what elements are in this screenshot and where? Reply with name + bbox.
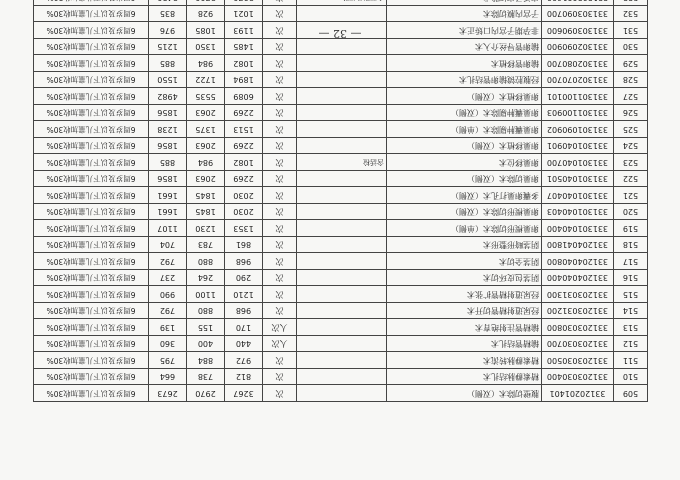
row-number-cell: 532 xyxy=(614,6,648,23)
item-note-cell xyxy=(297,138,387,155)
remark-cell: 6周岁及以下儿童加收30% xyxy=(34,121,149,138)
price-level-1-cell: 170 xyxy=(225,319,263,336)
table-row xyxy=(34,303,648,320)
price-level-1-cell: 2269 xyxy=(225,171,263,188)
item-name-cell xyxy=(387,0,542,6)
remark-cell: 6周岁及以下儿童加收30% xyxy=(34,270,149,287)
price-level-3-cell: 792 xyxy=(149,253,187,270)
remark-cell: 6周岁及以下儿童加收30% xyxy=(34,105,149,122)
unit-cell: 次 xyxy=(263,286,297,303)
price-level-1-cell: 2269 xyxy=(225,105,263,122)
unit-cell: 次 xyxy=(263,138,297,155)
remark-cell: 6周岁及以下儿童加收30% xyxy=(34,369,149,386)
table-row xyxy=(34,220,648,237)
item-code-cell: 331303090700 xyxy=(542,6,614,23)
row-number-cell: 522 xyxy=(614,171,648,188)
remark-cell: 6周岁及以下儿童加收30% xyxy=(34,55,149,72)
item-name-cell: 输卵管导丝介入术 xyxy=(387,39,542,56)
item-code-cell: 331204040400 xyxy=(542,270,614,287)
item-name-cell: 卵巢移位术 xyxy=(387,154,542,171)
item-note-cell xyxy=(297,369,387,386)
unit-cell: 次 xyxy=(263,6,297,23)
price-level-1-cell: 1021 xyxy=(225,6,263,23)
remark-cell: 6周岁及以下儿童加收30% xyxy=(34,6,149,23)
price-level-3-cell: 4982 xyxy=(149,88,187,105)
unit-cell: 次 xyxy=(263,220,297,237)
row-number-cell: 509 xyxy=(614,385,648,402)
row-number-cell: 519 xyxy=(614,220,648,237)
table-row xyxy=(34,369,648,386)
price-level-2-cell: 400 xyxy=(187,336,225,353)
item-code-cell: 331302070700 xyxy=(542,72,614,89)
price-level-3-cell: 1550 xyxy=(149,72,187,89)
price-level-2-cell: 884 xyxy=(187,352,225,369)
item-note-cell xyxy=(297,105,387,122)
item-code-cell: 331203030800 xyxy=(542,319,614,336)
unit-cell: 次 xyxy=(263,88,297,105)
item-code-cell: 331301100903 xyxy=(542,105,614,122)
table-row xyxy=(34,270,648,287)
remark-cell: 6周岁及以下儿童加收30% xyxy=(34,187,149,204)
price-level-1-cell: 1210 xyxy=(225,286,263,303)
price-level-3-cell: 1215 xyxy=(149,39,187,56)
price-level-3-cell: 976 xyxy=(149,22,187,39)
unit-cell xyxy=(263,0,297,6)
row-number-cell: 517 xyxy=(614,253,648,270)
price-level-2-cell: 928 xyxy=(187,6,225,23)
table-row xyxy=(34,286,648,303)
price-level-2-cell: 738 xyxy=(187,369,225,386)
item-code-cell: 331203030500 xyxy=(542,352,614,369)
table-row xyxy=(34,72,648,89)
item-code-cell: 331302080700 xyxy=(542,55,614,72)
remark-cell: 6周岁及以下儿童加收30% xyxy=(34,171,149,188)
price-level-3-cell: 835 xyxy=(149,6,187,23)
unit-cell: 次 xyxy=(263,121,297,138)
table-body xyxy=(34,0,648,402)
item-name-cell: 卵巢囊肿剔除术（双侧） xyxy=(387,105,542,122)
price-level-3-cell: 664 xyxy=(149,369,187,386)
unit-cell: 次 xyxy=(263,105,297,122)
unit-cell: 次 xyxy=(263,369,297,386)
remark-cell: 6周岁及以下儿童加收30% xyxy=(34,319,149,336)
remark-cell: 6周岁及以下儿童加收30% xyxy=(34,352,149,369)
item-note-cell xyxy=(297,72,387,89)
price-level-3-cell: 885 xyxy=(149,154,187,171)
unit-cell: 次 xyxy=(263,253,297,270)
item-name-cell: 非孕期子宫内口矫正术 xyxy=(387,22,542,39)
table-row xyxy=(34,154,648,171)
item-code-cell: 331301040400 xyxy=(542,220,614,237)
price-level-2-cell: 1100 xyxy=(187,286,225,303)
row-number-cell: 515 xyxy=(614,286,648,303)
row-number-cell: 526 xyxy=(614,105,648,122)
remark-cell: 6周岁及以下儿童加收30% xyxy=(34,237,149,254)
row-number-cell: 512 xyxy=(614,336,648,353)
table-row xyxy=(34,385,648,402)
row-number-cell: 531 xyxy=(614,22,648,39)
item-code-cell xyxy=(542,0,614,6)
unit-cell: 次 xyxy=(263,303,297,320)
table-row xyxy=(34,88,648,105)
remark-cell: 6周岁及以下儿童加收30% xyxy=(34,286,149,303)
item-code-cell: 331301090902 xyxy=(542,121,614,138)
price-level-3-cell: 1661 xyxy=(149,204,187,221)
item-name-cell: 经腹腔镜输卵管结扎术 xyxy=(387,72,542,89)
item-name-cell: 精索静脉结扎术 xyxy=(387,369,542,386)
row-number-cell: 514 xyxy=(614,303,648,320)
item-code-cell: 331203030400 xyxy=(542,369,614,386)
row-number-cell: 510 xyxy=(614,369,648,386)
item-name-cell: 输精管注射绝育术 xyxy=(387,319,542,336)
price-level-1-cell: 861 xyxy=(225,237,263,254)
price-level-3-cell: 2673 xyxy=(149,385,187,402)
unit-cell: 次 xyxy=(263,270,297,287)
price-level-3-cell: 1856 xyxy=(149,171,187,188)
item-name-cell: 经尿道射精管扩张术 xyxy=(387,286,542,303)
remark-cell: 6周岁及以下儿童加收30% xyxy=(34,220,149,237)
item-code-cell: 331204041800 xyxy=(542,237,614,254)
item-note-cell xyxy=(297,303,387,320)
row-number-cell: 530 xyxy=(614,39,648,56)
item-code-cell: 331204040800 xyxy=(542,253,614,270)
price-level-2-cell: 264 xyxy=(187,270,225,287)
item-name-cell: 子宫内膜切除术 xyxy=(387,6,542,23)
item-name-cell: 输精管结扎术 xyxy=(387,336,542,353)
row-number-cell: 528 xyxy=(614,72,648,89)
price-level-3-cell: 1661 xyxy=(149,187,187,204)
item-name-cell: 输卵管移植术 xyxy=(387,55,542,72)
item-note-cell xyxy=(297,204,387,221)
price-level-1-cell: 1485 xyxy=(225,39,263,56)
remark-cell: 6周岁及以下儿童加收30% xyxy=(34,88,149,105)
item-code-cell: 331302090900 xyxy=(542,39,614,56)
table-row xyxy=(34,171,648,188)
price-level-2-cell xyxy=(187,0,225,6)
price-level-3-cell: 1107 xyxy=(149,220,187,237)
item-note-cell xyxy=(297,0,387,6)
item-note-cell xyxy=(297,319,387,336)
table-row xyxy=(34,0,648,6)
unit-cell: 次 xyxy=(263,39,297,56)
unit-cell: 次 xyxy=(263,72,297,89)
unit-cell: 次 xyxy=(263,171,297,188)
item-code-cell: 331301040501 xyxy=(542,171,614,188)
row-number-cell: 529 xyxy=(614,55,648,72)
item-note-cell: 含活检 xyxy=(297,154,387,171)
price-level-3-cell: 1856 xyxy=(149,105,187,122)
unit-cell: 次 xyxy=(263,237,297,254)
price-level-2-cell: 2063 xyxy=(187,171,225,188)
price-level-2-cell: 2063 xyxy=(187,105,225,122)
item-code-cell: 331203031300 xyxy=(542,286,614,303)
item-name-cell: 卵巢楔形切除术（单侧） xyxy=(387,220,542,237)
price-level-2-cell: 2063 xyxy=(187,138,225,155)
unit-cell: 次 xyxy=(263,22,297,39)
item-note-cell xyxy=(297,237,387,254)
price-level-3-cell: 792 xyxy=(149,303,187,320)
item-code-cell: 331301040700 xyxy=(542,154,614,171)
item-name-cell: 卵巢移植术（双侧） xyxy=(387,138,542,155)
item-note-cell xyxy=(297,6,387,23)
price-level-3-cell: 237 xyxy=(149,270,187,287)
row-number-cell: 518 xyxy=(614,237,648,254)
item-code-cell: 331301040403 xyxy=(542,204,614,221)
unit-cell: 次 xyxy=(263,352,297,369)
price-level-1-cell: 968 xyxy=(225,253,263,270)
item-name-cell: 精索静脉转流术 xyxy=(387,352,542,369)
remark-cell: 6周岁及以下儿童加收30% xyxy=(34,154,149,171)
price-level-1-cell: 2030 xyxy=(225,204,263,221)
item-code-cell: 331203030700 xyxy=(542,336,614,353)
remark-cell: 6周岁及以下儿童加收30% xyxy=(34,336,149,353)
item-note-cell xyxy=(297,171,387,188)
page-number: — 32 — xyxy=(318,27,362,40)
item-name-cell: 阴茎全切术 xyxy=(387,253,542,270)
price-level-3-cell xyxy=(149,0,187,6)
price-level-3-cell: 885 xyxy=(149,55,187,72)
price-table-container xyxy=(34,0,648,402)
table-row xyxy=(34,55,648,72)
item-note-cell xyxy=(297,253,387,270)
item-name-cell: 卵巢切除术（双侧） xyxy=(387,171,542,188)
price-level-1-cell: 1894 xyxy=(225,72,263,89)
table-row xyxy=(34,6,648,23)
price-level-1-cell: 6089 xyxy=(225,88,263,105)
item-note-cell xyxy=(297,286,387,303)
item-note-cell xyxy=(297,385,387,402)
row-number-cell: 516 xyxy=(614,270,648,287)
price-level-2-cell: 1845 xyxy=(187,187,225,204)
price-level-1-cell: 1082 xyxy=(225,154,263,171)
table-row xyxy=(34,105,648,122)
remark-cell: 6周岁及以下儿童加收30% xyxy=(34,385,149,402)
price-level-3-cell: 795 xyxy=(149,352,187,369)
table-row xyxy=(34,319,648,336)
item-note-cell xyxy=(297,55,387,72)
table-row xyxy=(34,336,648,353)
item-note-cell xyxy=(297,121,387,138)
price-level-2-cell: 1845 xyxy=(187,204,225,221)
price-level-3-cell: 1238 xyxy=(149,121,187,138)
price-level-1-cell: 1082 xyxy=(225,55,263,72)
remark-cell: 6周岁及以下儿童加收30% xyxy=(34,253,149,270)
price-level-1-cell: 290 xyxy=(225,270,263,287)
item-code-cell: 331303090600 xyxy=(542,22,614,39)
price-level-2-cell: 1230 xyxy=(187,220,225,237)
price-level-1-cell: 440 xyxy=(225,336,263,353)
price-level-2-cell: 2970 xyxy=(187,385,225,402)
price-level-1-cell xyxy=(225,0,263,6)
table-row xyxy=(34,352,648,369)
price-level-1-cell: 968 xyxy=(225,303,263,320)
unit-cell: 次 xyxy=(263,55,297,72)
price-level-1-cell: 972 xyxy=(225,352,263,369)
price-level-2-cell: 984 xyxy=(187,55,225,72)
unit-cell: 次 xyxy=(263,385,297,402)
row-number-cell: 511 xyxy=(614,352,648,369)
price-level-1-cell: 1353 xyxy=(225,220,263,237)
item-code-cell: 331202014​01 xyxy=(542,385,614,402)
unit-cell: 人次 xyxy=(263,336,297,353)
table-row xyxy=(34,253,648,270)
price-level-2-cell: 1722 xyxy=(187,72,225,89)
price-level-3-cell: 139 xyxy=(149,319,187,336)
unit-cell: 次 xyxy=(263,187,297,204)
row-number-cell: 521 xyxy=(614,187,648,204)
row-number-cell: 527 xyxy=(614,88,648,105)
price-level-3-cell: 1856 xyxy=(149,138,187,155)
price-level-2-cell: 783 xyxy=(187,237,225,254)
row-number-cell: 524 xyxy=(614,138,648,155)
item-note-cell xyxy=(297,220,387,237)
remark-cell: 6周岁及以下儿童加收30% xyxy=(34,204,149,221)
price-level-2-cell: 880 xyxy=(187,253,225,270)
remark-cell: 6周岁及以下儿童加收30% xyxy=(34,39,149,56)
item-note-cell xyxy=(297,352,387,369)
item-name-cell: 多囊卵巢打孔术（双侧） xyxy=(387,187,542,204)
price-level-3-cell: 704 xyxy=(149,237,187,254)
price-level-3-cell: 990 xyxy=(149,286,187,303)
item-code-cell: 331203031200 xyxy=(542,303,614,320)
item-name-cell: 阴茎包皮环切术 xyxy=(387,270,542,287)
item-note-cell xyxy=(297,187,387,204)
price-level-1-cell: 812 xyxy=(225,369,263,386)
item-note-cell xyxy=(297,270,387,287)
table-row xyxy=(34,138,648,155)
price-level-2-cell: 984 xyxy=(187,154,225,171)
item-name-cell: 腹壁切除术（双侧） xyxy=(387,385,542,402)
row-number-cell: 520 xyxy=(614,204,648,221)
remark-cell: 6周岁及以下儿童加收30% xyxy=(34,72,149,89)
remark-cell: 6周岁及以下儿童加收30% xyxy=(34,303,149,320)
price-level-2-cell: 5535 xyxy=(187,88,225,105)
price-level-1-cell: 1193 xyxy=(225,22,263,39)
price-level-1-cell: 2030 xyxy=(225,187,263,204)
table-row xyxy=(34,121,648,138)
row-number-cell: 513 xyxy=(614,319,648,336)
remark-cell xyxy=(34,0,149,6)
price-level-1-cell: 3267 xyxy=(225,385,263,402)
table-row xyxy=(34,204,648,221)
remark-cell: 6周岁及以下儿童加收30% xyxy=(34,22,149,39)
row-number-cell xyxy=(614,0,648,6)
price-level-1-cell: 2269 xyxy=(225,138,263,155)
table-row xyxy=(34,187,648,204)
price-level-2-cell: 1350 xyxy=(187,39,225,56)
unit-cell: 次 xyxy=(263,154,297,171)
item-name-cell: 卵巢囊肿剔除术（单侧） xyxy=(387,121,542,138)
item-note-cell xyxy=(297,39,387,56)
row-number-cell: 523 xyxy=(614,154,648,171)
item-name-cell: 卵巢移植术（双侧） xyxy=(387,88,542,105)
item-name-cell: 阴茎畸形整形术 xyxy=(387,237,542,254)
item-note-cell xyxy=(297,88,387,105)
table-row xyxy=(34,237,648,254)
price-level-2-cell: 1375 xyxy=(187,121,225,138)
item-code-cell: 331301040407 xyxy=(542,187,614,204)
remark-cell: 6周岁及以下儿童加收30% xyxy=(34,138,149,155)
price-level-3-cell: 360 xyxy=(149,336,187,353)
unit-cell: 人次 xyxy=(263,319,297,336)
item-note-cell xyxy=(297,336,387,353)
price-level-2-cell: 880 xyxy=(187,303,225,320)
price-level-2-cell: 155 xyxy=(187,319,225,336)
table-row xyxy=(34,39,648,56)
item-name-cell: 卵巢楔形切除术（双侧） xyxy=(387,204,542,221)
price-level-1-cell: 1513 xyxy=(225,121,263,138)
item-name-cell: 经尿道射精管切开术 xyxy=(387,303,542,320)
unit-cell: 次 xyxy=(263,204,297,221)
row-number-cell: 525 xyxy=(614,121,648,138)
item-code-cell: 331301040901 xyxy=(542,138,614,155)
price-table xyxy=(33,0,648,402)
item-code-cell: 331301100101 xyxy=(542,88,614,105)
price-level-2-cell: 1085 xyxy=(187,22,225,39)
